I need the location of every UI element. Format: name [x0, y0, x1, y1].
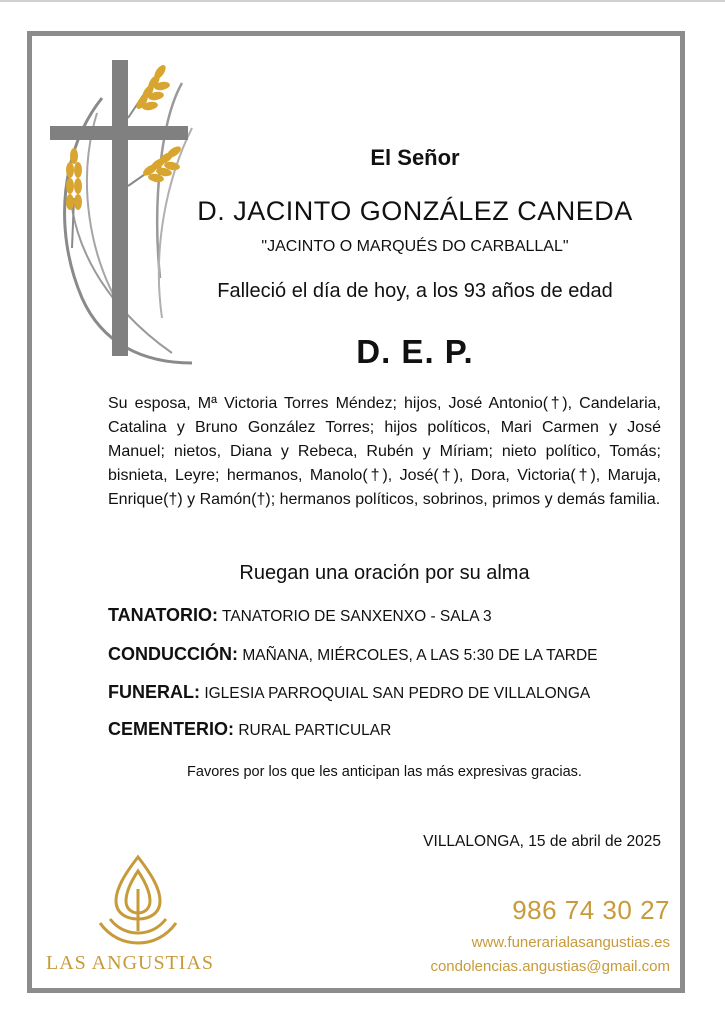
prayer-line: Ruegan una oración por su alma: [239, 562, 530, 584]
family-paragraph: Su esposa, Mª Victoria Torres Méndez; hijos, José Antonio(†), Candelaria, Catalina y Bruno González Torres; hijos políticos, Mari Carmen y José Manuel; nietos, Diana y Rebeca, Rubén y Míriam; nieto político, Tomás; bisnieta, Leyre; hermanos, Manolo(†), José(†), Dora, Victoria(†), Maruja, Enrique(†) y Ramón(†); hermanos políticos, sobrinos, primos y demás familia.: [108, 395, 661, 508]
cementerio-value: RURAL PARTICULAR: [238, 722, 392, 739]
place-date: VILLALONGA, 15 de abril de 2025: [423, 833, 661, 850]
thanks-line: Favores por los que les anticipan las más expresivas gracias.: [187, 764, 582, 780]
deceased-nickname: "JACINTO O MARQUÉS DO CARBALLAL": [261, 238, 569, 255]
conduccion-row: [108, 644, 598, 665]
cross-with-wheat-icon: [42, 58, 202, 368]
funeral-label: FUNERAL:: [108, 682, 200, 702]
dep-heading: D. E. P.: [356, 333, 474, 370]
las-angustias-logo-icon: [88, 853, 188, 948]
tanatorio-label: TANATORIO:: [108, 605, 218, 625]
funeral-value: IGLESIA PARROQUIAL SAN PEDRO DE VILLALONGA: [204, 685, 591, 702]
cementerio-label: CEMENTERIO:: [108, 719, 234, 739]
funeral-row: [108, 682, 590, 703]
conduccion-value: MAÑANA, MIÉRCOLES, A LAS 5:30 DE LA TARDE: [242, 647, 598, 664]
deceased-name: D. JACINTO GONZÁLEZ CANEDA: [197, 196, 633, 226]
death-notice: Falleció el día de hoy, a los 93 años de edad: [217, 280, 613, 302]
contact-phone[interactable]: 986 74 30 27: [512, 895, 670, 925]
page-top-edge: [0, 0, 725, 2]
tanatorio-row: [108, 605, 492, 626]
cementerio-row: [108, 719, 391, 740]
tanatorio-value: TANATORIO DE SANXENXO - SALA 3: [222, 608, 492, 625]
email-link[interactable]: condolencias.angustias@gmail.com: [430, 958, 670, 975]
title-senor: El Señor: [370, 145, 460, 170]
brand-name: LAS ANGUSTIAS: [46, 952, 215, 974]
conduccion-label: CONDUCCIÓN:: [108, 644, 238, 664]
website-link[interactable]: www.funerarialasangustias.es: [471, 934, 670, 951]
